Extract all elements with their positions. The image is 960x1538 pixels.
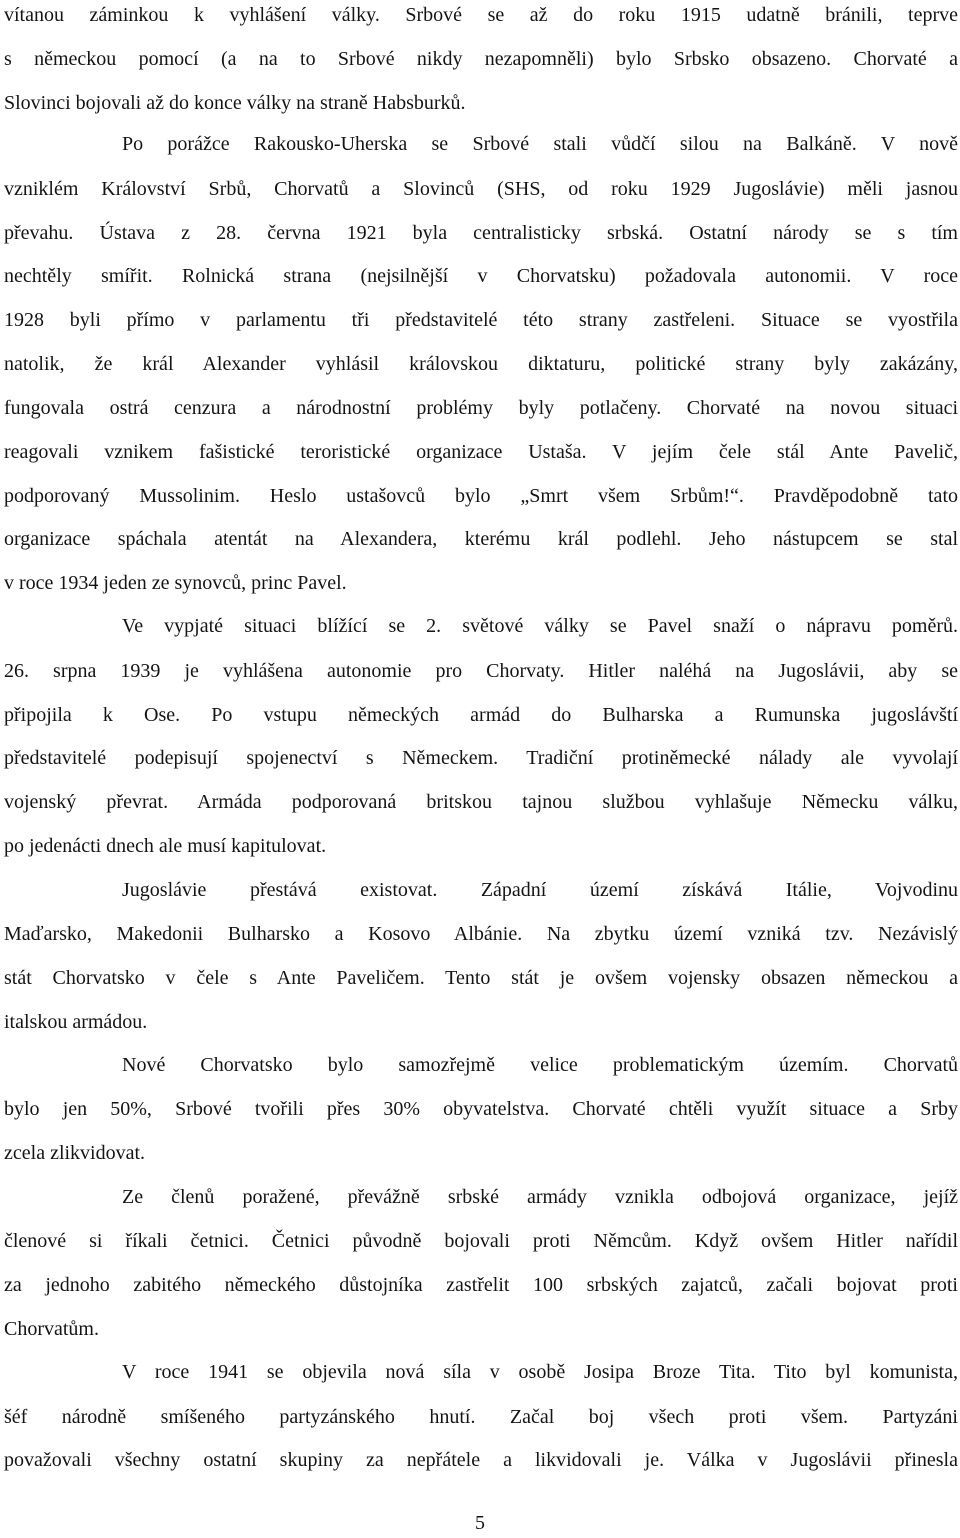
text-line: V roce 1941 se objevila nová síla v osobě Josipa Broze Tita. Tito byl komunista, [122, 1361, 958, 1383]
text-line: Jugoslávie přestává existovat. Západní území získává Itálie, Vojvodinu [122, 879, 958, 901]
text-line: představitelé podepisují spojenectví s Německem. Tradiční protiněmecké nálady ale vyvolají [4, 747, 958, 769]
text-line: za jednoho zabitého německého důstojníka zastřelit 100 srbských zajatců, začali bojovat proti [4, 1274, 958, 1296]
text-line: Ze členů poražené, převážně srbské armády vznikla odbojová organizace, jejíž [122, 1186, 958, 1208]
text-line: po jedenácti dnech ale musí kapitulovat. [4, 835, 327, 857]
text-line: vzniklém Království Srbů, Chorvatů a Slovinců (SHS, od roku 1929 Jugoslávie) měli jasnou [4, 178, 958, 200]
text-line: Nové Chorvatsko bylo samozřejmě velice problematickým územím. Chorvatů [122, 1054, 958, 1076]
text-line: členové si říkali četnici. Četnici původně bojovali proti Němcům. Když ovšem Hitler nařídil [4, 1230, 958, 1252]
text-line: považovali všechny ostatní skupiny za nepřátele a likvidovali je. Válka v Jugoslávii přinesla [4, 1449, 958, 1471]
text-line: Po porážce Rakousko-Uherska se Srbové stali vůdčí silou na Balkáně. V nově [122, 133, 958, 155]
text-line: italskou armádou. [4, 1011, 148, 1033]
text-line: bylo jen 50%, Srbové tvořili přes 30% obyvatelstva. Chorvaté chtěli využít situace a Srby [4, 1098, 958, 1120]
text-line: Maďarsko, Makedonii Bulharsko a Kosovo Albánie. Na zbytku území vzniká tzv. Nezávislý [4, 923, 958, 945]
text-line: reagovali vznikem fašistické teroristické organizace Ustaša. V jejím čele stál Ante Pavelič, [4, 441, 958, 463]
text-line: Slovinci bojovali až do konce války na straně Habsburků. [4, 92, 466, 114]
text-line: 26. srpna 1939 je vyhlášena autonomie pro Chorvaty. Hitler naléhá na Jugoslávii, aby se [4, 660, 958, 682]
text-line: Ve vypjaté situaci blížící se 2. světové války se Pavel snaží o nápravu poměrů. [122, 615, 958, 637]
text-line: natolik, že král Alexander vyhlásil královskou diktaturu, politické strany byly zakázány, [4, 353, 958, 375]
text-line: podporovaný Mussolinim. Heslo ustašovců bylo „Smrt všem Srbům!“. Pravděpodobně tato [4, 485, 958, 507]
page-number: 5 [475, 1512, 485, 1534]
text-line: organizace spáchala atentát na Alexandera, kterému král podlehl. Jeho nástupcem se stal [4, 528, 958, 550]
text-line: stát Chorvatsko v čele s Ante Paveličem. Tento stát je ovšem vojensky obsazen německou a [4, 967, 958, 989]
text-line: s německou pomocí (a na to Srbové nikdy nezapomněli) bylo Srbsko obsazeno. Chorvaté a [4, 48, 958, 70]
text-line: vítanou záminkou k vyhlášení války. Srbové se až do roku 1915 udatně bránili, teprve [4, 4, 958, 26]
text-line: nechtěly smířit. Rolnická strana (nejsilnější v Chorvatsku) požadovala autonomii. V roce [4, 265, 958, 287]
text-line: zcela zlikvidovat. [4, 1142, 146, 1164]
text-line: Chorvatům. [4, 1318, 99, 1340]
text-line: připojila k Ose. Po vstupu německých armád do Bulharska a Rumunska jugoslávští [4, 704, 958, 726]
text-line: šéf národně smíšeného partyzánského hnutí. Začal boj všech proti všem. Partyzáni [4, 1406, 958, 1428]
text-line: fungovala ostrá cenzura a národnostní problémy byly potlačeny. Chorvaté na novou situaci [4, 397, 958, 419]
text-line: vojenský převrat. Armáda podporovaná britskou tajnou službou vyhlašuje Německu válku, [4, 791, 958, 813]
text-line: v roce 1934 jeden ze synovců, princ Pavel. [4, 572, 347, 594]
text-line: 1928 byli přímo v parlamentu tři představitelé této strany zastřeleni. Situace se vyostřila [4, 309, 958, 331]
text-line: převahu. Ústava z 28. června 1921 byla centralisticky srbská. Ostatní národy se s tím [4, 222, 958, 244]
